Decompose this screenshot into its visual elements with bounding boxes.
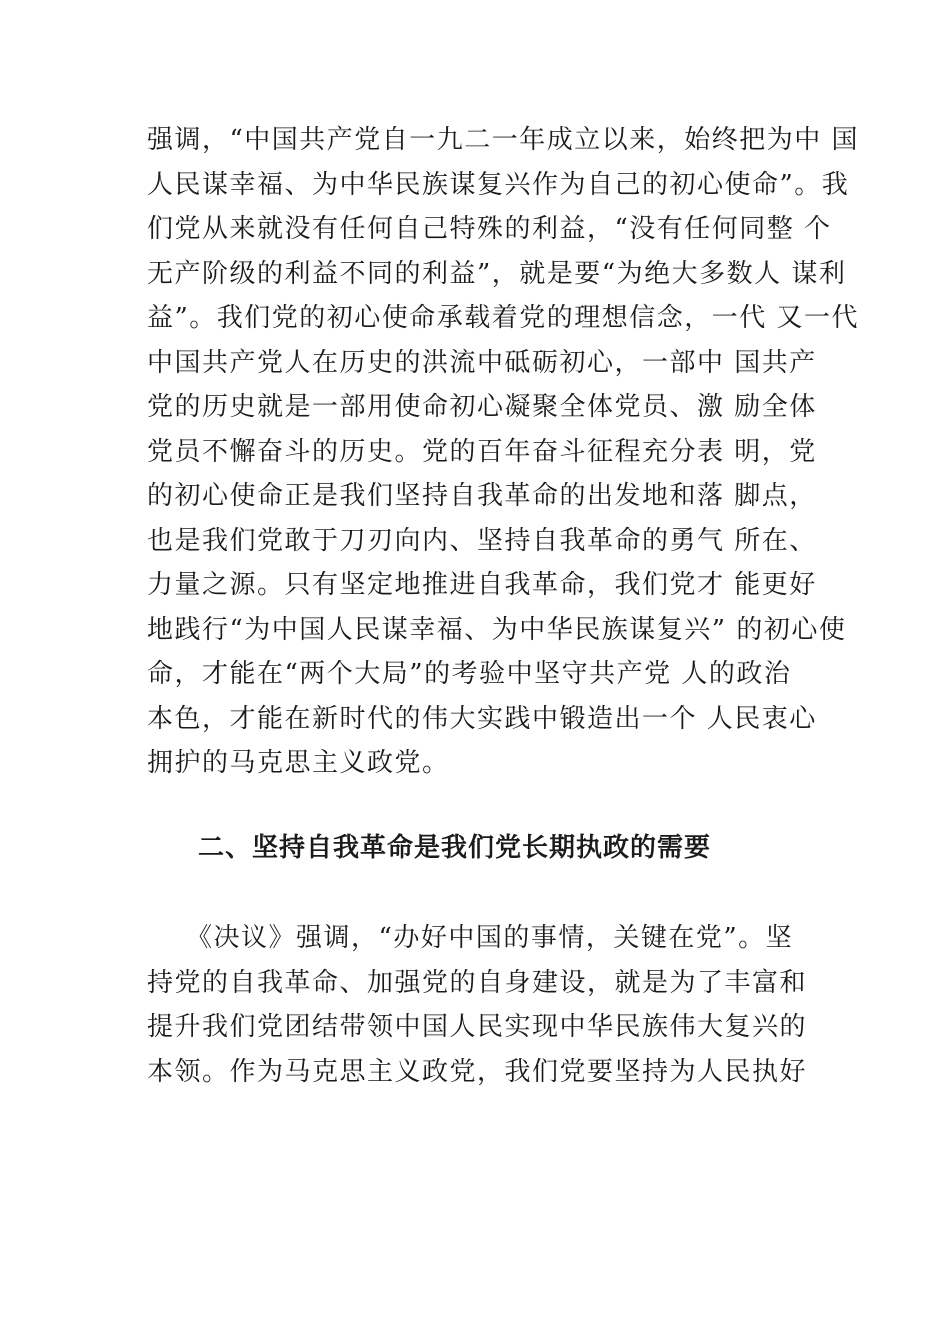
text-line: 《决议》强调，“办好中国的事情，关键在党”。坚 (147, 923, 794, 953)
text-line: 党的历史就是一部用使命初心凝聚全体党员、激 励全体 (147, 392, 817, 422)
text-line: 无产阶级的利益不同的利益”，就是要“为绝大多数人 谋利 (147, 258, 847, 289)
text-line: 的初心使命正是我们坚持自我革命的出发地和落 脚点， (147, 481, 817, 511)
text-line: 持党的自我革命、加强党的自身建设，就是为了丰富和 (147, 967, 808, 998)
text-line: 强调，“中国共产党自一九二一年成立以来，始终把为中 国 (147, 125, 860, 155)
paragraph-1 (147, 118, 860, 786)
text-line: 本领。作为马克思主义政党，我们党要坚持为人民执好 (147, 1056, 808, 1087)
text-line: 益”。我们党的初心使命承载着党的理想信念，一代 又一代 (147, 303, 860, 333)
section-heading: 二、坚持自我革命是我们党长期执政的需要 (198, 833, 712, 863)
text-line: 也是我们党敢于刀刃向内、坚持自我革命的勇气 所在、 (147, 525, 817, 556)
text-line: 们党从来就没有任何自己特殊的利益，“没有任何同整 个 (147, 214, 832, 244)
text-line: 地践行“为中国人民谋幸福、为中华民族谋复兴” 的初心使 (147, 614, 847, 645)
text-line: 党员不懈奋斗的历史。党的百年奋斗征程充分表 明，党 (147, 436, 817, 467)
paragraph-2 (147, 916, 847, 1094)
text-line: 本色，才能在新时代的伟大实践中锻造出一个 人民衷心 (147, 703, 817, 734)
text-line: 力量之源。只有坚定地推进自我革命，我们党才 能更好 (147, 570, 817, 600)
text-line: 中国共产党人在历史的洪流中砥砺初心，一部中 国共产 (147, 347, 817, 378)
text-line: 提升我们党团结带领中国人民实现中华民族伟大复兴的 (147, 1012, 808, 1042)
text-line: 拥护的马克思主义政党。 (147, 748, 450, 778)
text-line: 命，才能在“两个大局”的考验中坚守共产党 人的政治 (147, 659, 792, 689)
text-line: 人民谋幸福、为中华民族谋复兴作为自己的初心使命”。我 (147, 169, 850, 200)
